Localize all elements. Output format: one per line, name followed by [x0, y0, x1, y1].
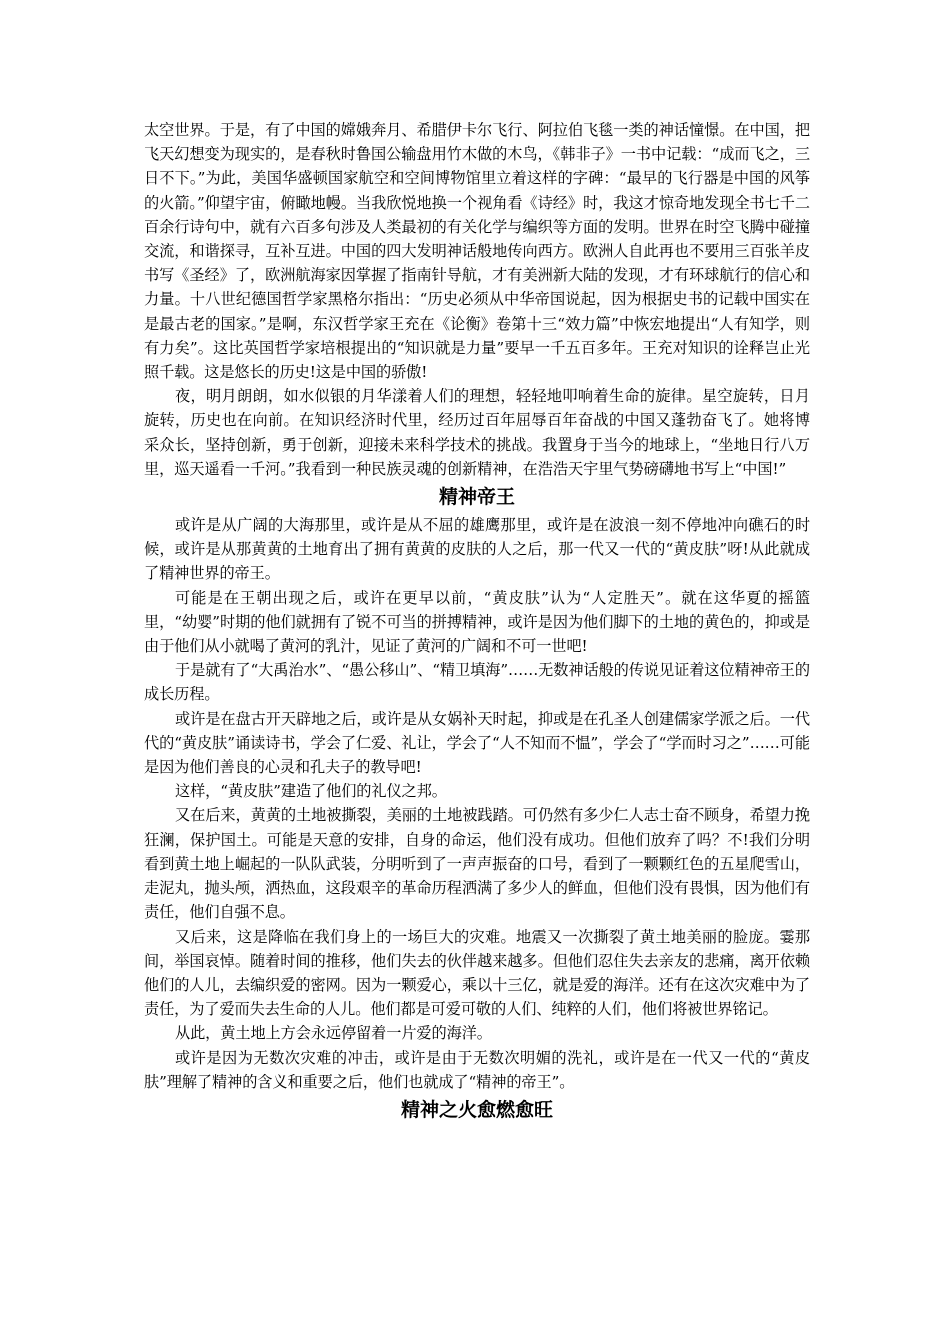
section-jingshen-diwang — [144, 481, 810, 1094]
paragraph: 又在后来，黄黄的土地被撕裂，美丽的土地被践踏。可仍然有多少仁人志士奋不顾身，希望力挽狂澜，保护国土。可能是天意的安排，自身的命运，他们没有成功。但他们放弃了吗？不!我们分明看到黄土地上崛起的一队队武装，分明听到了一声声振奋的口号，看到了一颗颗红色的五星爬雪山，走泥丸，抛头颅，洒热血，这段艰辛的革命历程洒满了多少人的鲜血，但他们没有畏惧，因为他们有责任，他们自强不息。 — [144, 806, 810, 922]
paragraph: 这样，“黄皮肤”建造了他们的礼仪之邦。 — [175, 782, 447, 801]
paragraph: 夜，明月朗朗，如水似银的月华漾着人们的理想，轻轻地叩响着生命的旋律。星空旋转，日月旋转，历史也在向前。在知识经济时代里，经历过百年屈辱百年奋战的中国又蓬勃奋飞了。她将博采众长，坚持创新，勇于创新，迎接未来科学技术的挑战。我置身于当今的地球上，“坐地日行八万里，巡天遥看一千河。”我看到一种民族灵魂的创新精神，在浩浩天宇里气势磅礴地书写上“中国!” — [144, 387, 810, 478]
paragraph: 于是就有了“大禹治水”、“愚公移山”、“精卫填海”……无数神话般的传说见证着这位精神帝王的成长历程。 — [144, 661, 810, 704]
section-intro — [144, 118, 810, 481]
paragraph: 又后来，这是降临在我们身上的一场巨大的灾难。地震又一次撕裂了黄土地美丽的脸庞。霎那间，举国哀悼。随着时间的推移，他们失去的伙伴越来越多。但他们忍住失去亲友的悲痛，离开依赖他们的人儿，去编织爱的密网。因为一颗爱心，乘以十三亿，就是爱的海洋。还有在这次灾难中为了责任，为了爱而失去生命的人儿。他们都是可爱可敬的人们、纯粹的人们，他们将被世界铭记。 — [144, 927, 810, 1019]
paragraph: 或许是因为无数次灾难的冲击，或许是由于无数次明媚的洗礼，或许是在一代又一代的“黄皮肤”理解了精神的含义和重要之后，他们也就成了“精神的帝王”。 — [144, 1048, 810, 1091]
document-page — [144, 118, 810, 1126]
paragraph: 太空世界。于是，有了中国的嫦娥奔月、希腊伊卡尔飞行、阿拉伯飞毯一类的神话憧憬。在中国，把飞天幻想变为现实的，是春秋时鲁国公输盘用竹木做的木鸟，《韩非子》一书中记载：“成而飞之，三日不下。”为此，美国华盛顿国家航空和空间博物馆里立着这样的字碑：“最早的飞行器是中国的风筝的火箭。”仰望宇宙，俯瞰地幔。当我欣悦地换一个视角看《诗经》时，我这才惊奇地发现全书七千二百余行诗句中，就有六百多句涉及人类最初的有关化学与编织等方面的发明。世界在时空飞腾中碰撞交流，和谐探寻，互补互进。中国的四大发明神话般地传向西方。欧洲人自此再也不要用三百张羊皮书写《圣经》了，欧洲航海家因掌握了指南针导航，才有美洲新大陆的发现，才有环球航行的信心和力量。十八世纪德国哲学家黑格尔指出：“历史必须从中华帝国说起，因为根据史书的记载中国实在是最古老的国家。”是啊，东汉哲学家王充在《论衡》卷第十三“效力篇”中恢宏地提出“人有知学，则有力矣”。这比英国哲学家培根提出的“知识就是力量”要早一千五百多年。王充对知识的诠释岂止光照千载。这是悠长的历史!这是中国的骄傲! — [144, 121, 810, 382]
section-jingshen-zhi-huo — [144, 1094, 810, 1126]
paragraph: 或许是从广阔的大海那里，或许是从不屈的雄鹰那里，或许是在波浪一刻不停地冲向礁石的时候，或许是从那黄黄的土地育出了拥有黄黄的皮肤的人之后，那一代又一代的“黄皮肤”呀!从此就成了精神世界的帝王。 — [144, 516, 810, 583]
paragraph: 从此，黄土地上方会永远停留着一片爱的海洋。 — [175, 1024, 492, 1043]
paragraph: 或许是在盘古开天辟地之后，或许是从女娲补天时起，抑或是在孔圣人创建儒家学派之后。一代代的“黄皮肤”诵读诗书，学会了仁爱、礼让，学会了“人不知而不愠”，学会了“学而时习之”……可能是因为他们善良的心灵和孔夫子的教导吧! — [144, 709, 810, 777]
section-heading: 精神之火愈燃愈旺 — [400, 1098, 553, 1121]
section-heading: 精神帝王 — [438, 486, 515, 509]
paragraph: 可能是在王朝出现之后，或许在更早以前，“黄皮肤”认为“人定胜天”。就在这华夏的摇篮里，“幼婴”时期的他们就拥有了锐不可当的拼搏精神，或许是因为他们脚下的土地的黄色的，抑或是由于他们从小就喝了黄河的乳汁，见证了黄河的广阔和不可一世吧! — [144, 588, 810, 656]
